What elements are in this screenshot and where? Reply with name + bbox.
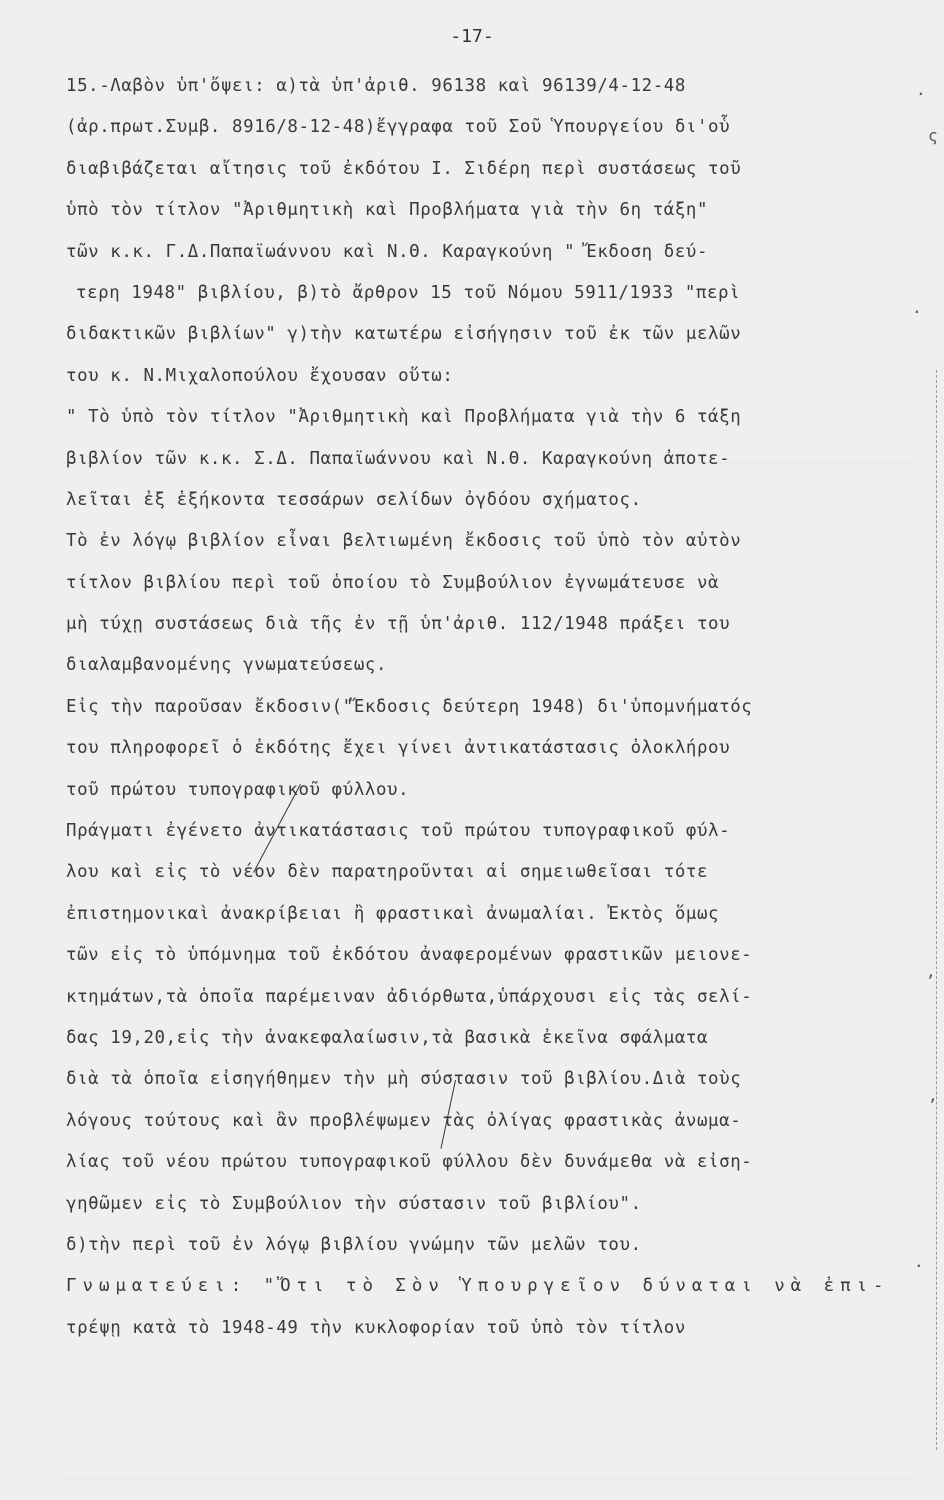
- text-line: τίτλον βιβλίου περὶ τοῦ ὁποίου τὸ Συμβούλιον ἐγνωμάτευσε νὰ: [66, 572, 720, 593]
- margin-mark: ,: [926, 962, 936, 981]
- text-line: βιβλίον τῶν κ.κ. Σ.Δ. Παπαϊωάννου καὶ Ν.Θ. Καραγκούνη ἀποτε-: [66, 448, 731, 469]
- text-line: τοῦ πρώτου τυπογραφικοῦ φύλλου.: [66, 779, 410, 800]
- text-line: δ)τὴν περὶ τοῦ ἐν λόγῳ βιβλίου γνώμην τῶν μελῶν του.: [66, 1234, 642, 1255]
- text-line: Εἰς τὴν παροῦσαν ἔκδοσιν("Ἔκδοσις δεύτερη 1948) δι'ὑπομνήματός: [66, 696, 753, 717]
- margin-mark: .: [916, 80, 926, 99]
- text-line: τρέψῃ κατὰ τὸ 1948-49 τὴν κυκλοφορίαν τοῦ ὑπὸ τὸν τίτλον: [66, 1317, 686, 1338]
- text-line: ὑπὸ τὸν τίτλον "Ἀριθμητικὴ καὶ Προβλήματα γιὰ τὴν 6η τάξη": [66, 200, 709, 221]
- text-line: τῶν κ.κ. Γ.Δ.Παπαϊωάννου καὶ Ν.Θ. Καραγκούνη " Ἔκδοση δεύ-: [66, 241, 709, 262]
- text-line: ἐπιστημονικαὶ ἀνακρίβειαι ἢ φραστικαὶ ἀνωμαλίαι. Ἐκτὸς ὅμως: [66, 903, 720, 924]
- text-line: Τὸ ἐν λόγῳ βιβλίον εἶναι βελτιωμένη ἔκδοσις τοῦ ὑπὸ τὸν αὐτὸν: [66, 531, 742, 552]
- margin-mark: .: [912, 298, 922, 317]
- text-line: 15.-Λαβὸν ὑπ'ὄψει: α)τὰ ὑπ'ἀριθ. 96138 καὶ 96139/4-12-48: [66, 76, 686, 96]
- text-line: λόγους τούτους καὶ ἂν προβλέψωμεν τὰς ὀλίγας φραστικὰς ἀνωμα-: [66, 1110, 742, 1131]
- margin-rule: [936, 370, 937, 1450]
- text-line: " Τὸ ὑπὸ τὸν τίτλον "Ἀριθμητικὴ καὶ Προβλήματα γιὰ τὴν 6 τάξη: [66, 407, 742, 428]
- margin-mark: ,: [928, 1086, 938, 1105]
- text-line: μὴ τύχῃ συστάσεως διὰ τῆς ἐν τῇ ὑπ'ἀριθ. 112/1948 πράξει του: [66, 614, 731, 635]
- text-line: Πράγματι ἐγένετο ἀντικατάστασις τοῦ πρώτου τυπογραφικοῦ φύλ-: [66, 821, 731, 842]
- text-line: τῶν εἰς τὸ ὑπόμνημα τοῦ ἐκδότου ἀναφερομένων φραστικῶν μειονε-: [66, 945, 753, 966]
- bleed-through: [60, 1478, 914, 1479]
- text-line: τερη 1948" βιβλίου, β)τὸ ἄρθρον 15 τοῦ Νόμου 5911/1933 "περὶ: [76, 282, 741, 303]
- text-line: διαβιβάζεται αἴτησις τοῦ ἐκδότου Ι. Σιδέρη περὶ συστάσεως τοῦ: [66, 158, 742, 179]
- text-line: διαλαμβανομένης γνωματεύσεως.: [66, 655, 388, 676]
- text-line: (ἀρ.πρωτ.Συμβ. 8916/8-12-48)ἔγγραφα τοῦ Σοῦ Ὑπουργείου δι'οὗ: [66, 117, 731, 138]
- text-line: διδακτικῶν βιβλίων" γ)τὴν κατωτέρω εἰσήγησιν τοῦ ἐκ τῶν μελῶν: [66, 324, 742, 345]
- text-line: λίας τοῦ νέου πρώτου τυπογραφικοῦ φύλλου δὲν δυνάμεθα νὰ εἰση-: [66, 1152, 753, 1173]
- text-line: του κ. Ν.Μιχαλοπούλου ἔχουσαν οὕτω:: [66, 365, 454, 386]
- typed-text-body: [66, 71, 906, 1354]
- text-line: δας 19,20,εἰς τὴν ἀνακεφαλαίωσιν,τὰ βασικὰ ἐκεῖνα σφάλματα: [66, 1027, 709, 1048]
- text-line: λου καὶ εἰς τὸ νέον δὲν παρατηροῦνται αἱ σημειωθεῖσαι τότε: [66, 862, 709, 883]
- text-line: κτημάτων,τὰ ὁποῖα παρέμειναν ἀδιόρθωτα,ὑπάρχουσι εἰς τὰς σελί-: [66, 986, 753, 1007]
- text-line: γηθῶμεν εἰς τὸ Συμβούλιον τὴν σύστασιν τοῦ βιβλίου".: [66, 1193, 642, 1214]
- text-line: λεῖται ἐξ ἑξήκοντα τεσσάρων σελίδων ὀγδόου σχήματος.: [66, 489, 642, 510]
- margin-mark: ς: [928, 126, 938, 145]
- text-line: του πληροφορεῖ ὁ ἐκδότης ἔχει γίνει ἀντικατάστασις ὁλοκλήρου: [66, 738, 731, 759]
- page-number: -17-: [450, 26, 494, 47]
- bleed-through: [60, 462, 914, 463]
- text-line: διὰ τὰ ὁποῖα εἰσηγήθημεν τὴν μὴ σύστασιν τοῦ βιβλίου.Διὰ τοὺς: [66, 1069, 742, 1090]
- margin-mark: .: [914, 1252, 924, 1271]
- text-line: Γνωματεύει: "Ὅτι τὸ Σὸν Ὑπουργεῖον δύναται νὰ ἐπι-: [66, 1276, 890, 1297]
